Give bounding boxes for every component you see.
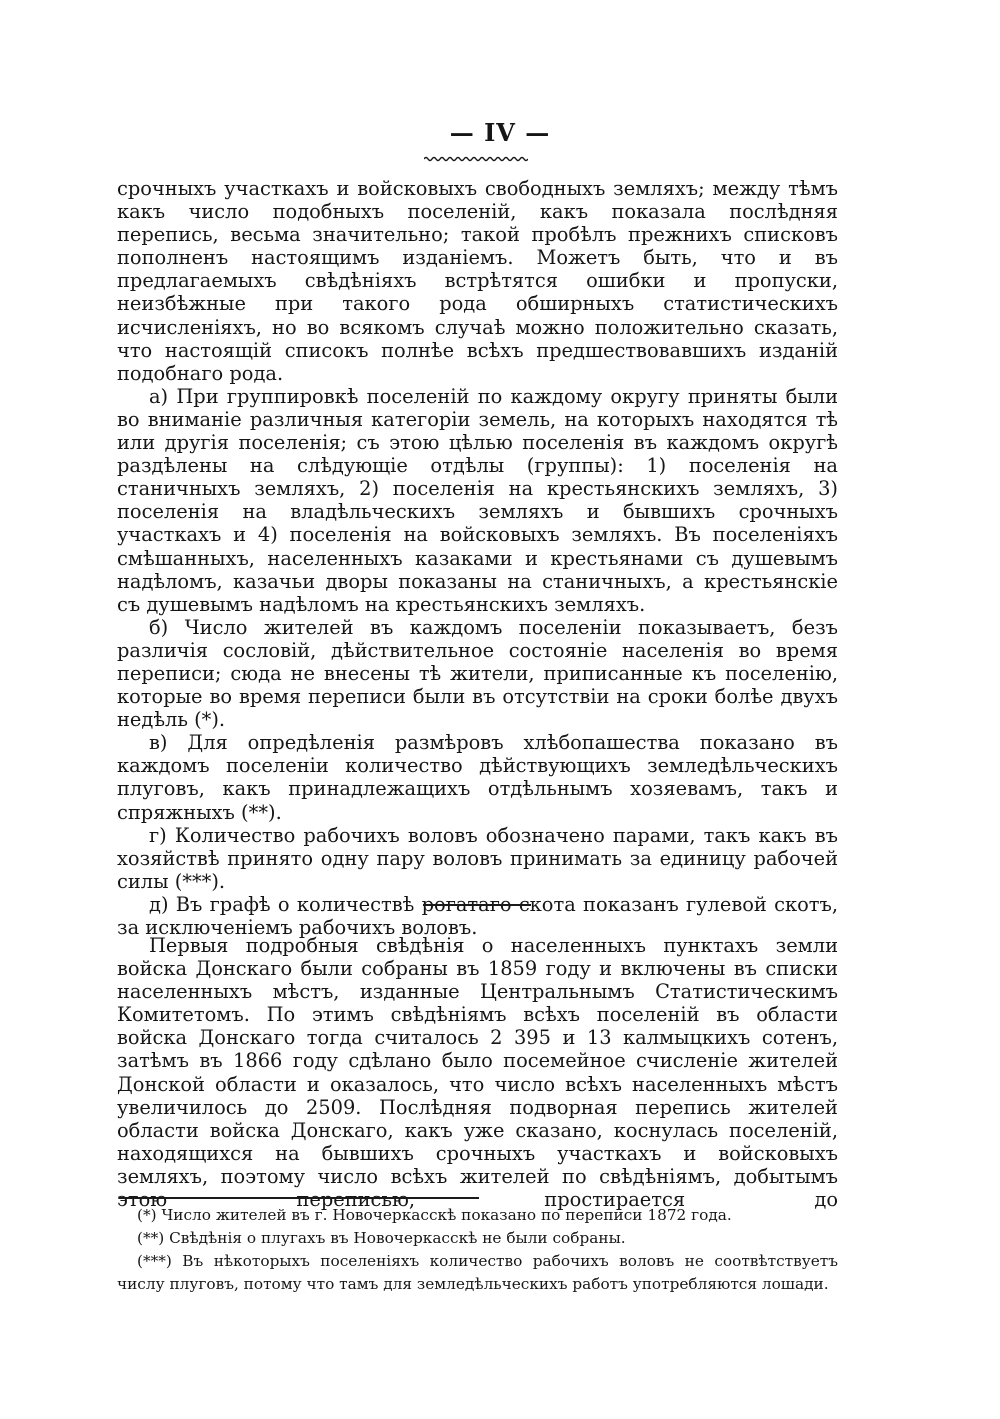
footnote-3: (***) Въ нѣкоторыхъ поселеніяхъ количество рабочихъ воловъ не соотвѣтствуетъ числу плуговъ, потому что тамъ для земледѣльческихъ работъ употребляются лошади.	[117, 1252, 838, 1293]
paragraph-intro: срочныхъ участкахъ и войсковыхъ свободныхъ земляхъ; между тѣмъ какъ число подобныхъ поселеній, какъ показала послѣдняя перепись, весьма значительно; такой пробѣлъ прежнихъ списковъ пополненъ настоящимъ изданіемъ. Можетъ быть, что и въ предлагаемыхъ свѣдѣніяхъ встрѣтятся ошибки и пропуски, неизбѣжные при такого рода обширныхъ статистическихъ исчисленіяхъ, но во всякомъ случаѣ можно положительно сказать, что настоящій списокъ полнѣе всѣхъ предшествовавшихъ изданій подобнаго рода.	[117, 177, 838, 385]
paragraph-b: б) Число жителей въ каждомъ поселеніи показываетъ, безъ различія сословій, дѣйствительное состояніе населенія во время переписи; сюда не внесены тѣ жители, приписанные къ поселенію, которые во время переписи были въ отсутствіи на сроки болѣе двухъ недѣль (*).	[117, 615, 838, 732]
wavy-rule	[424, 154, 528, 164]
page-number: — IV —	[449, 118, 551, 147]
paragraph-d: г) Количество рабочихъ воловъ обозначено парами, такъ какъ въ хозяйствѣ принято одну пару воловъ принимать за единицу рабочей силы (***).	[117, 823, 838, 893]
paragraph-c: в) Для опредѣленія размѣровъ хлѣбопашества показано въ каждомъ поселеніи количество дѣйствующихъ земледѣльческихъ плуговъ, какъ принадлежащихъ отдѣльнымъ хозяевамъ, такъ и спряжныхъ (**).	[117, 731, 838, 824]
footnotes	[117, 1204, 838, 1296]
footnote-rule	[119, 1197, 479, 1199]
paragraph-a: а) При группировкѣ поселеній по каждому округу приняты были во вниманіе различныя категоріи земель, на которыхъ находятся тѣ или другія поселенія; съ этою цѣлью поселенія въ каждомъ округѣ раздѣлены на слѣдующіе отдѣлы (группы): 1) поселенія на станичныхъ земляхъ, 2) поселенія на крестьянскихъ земляхъ, 3) поселенія на владѣльческихъ земляхъ и бывшихъ срочныхъ участкахъ и 4) поселенія на войсковыхъ земляхъ. Въ поселеніяхъ смѣшанныхъ, населенныхъ казаками и крестьянами съ душевымъ надѣломъ, казачьи дворы показаны на станичныхъ, а крестьянскіе съ душевымъ надѣломъ на крестьянскихъ земляхъ.	[117, 384, 838, 616]
section-2	[117, 934, 838, 1211]
section-1	[117, 177, 838, 939]
footnote-2: (**) Свѣдѣнія о плугахъ въ Новочеркасскѣ не были собраны.	[137, 1229, 626, 1247]
paragraph-e: д) Въ графѣ о количествѣ рогатаго скота показанъ гулевой скотъ, за исключеніемъ рабочихъ воловъ.	[117, 892, 838, 939]
paragraph-history: Первыя подробныя свѣдѣнія о населенныхъ пунктахъ земли войска Донскаго были собраны въ 1859 году и включены въ списки населенныхъ мѣстъ, изданные Центральнымъ Статистическимъ Комитетомъ. По этимъ свѣдѣніямъ всѣхъ поселеній въ области войска Донскаго тогда считалось 2 395 и 13 калмыцкихъ сотенъ, затѣмъ въ 1866 году сдѣлано было посемейное счисленіе жителей Донской области и оказалось, что число всѣхъ населенныхъ мѣстъ увеличилось до 2509. Послѣдняя подворная перепись жителей области войска Донскаго, какъ уже сказано, коснулась поселеній, находящихся на бывшихъ срочныхъ участкахъ и войсковыхъ земляхъ, поэтому число всѣхъ жителей по свѣдѣніямъ, добытымъ этою переписью, простирается до	[117, 934, 838, 1212]
section-divider	[423, 904, 531, 906]
footnote-1: (*) Число жителей въ г. Новочеркасскѣ показано по переписи 1872 года.	[137, 1206, 732, 1224]
